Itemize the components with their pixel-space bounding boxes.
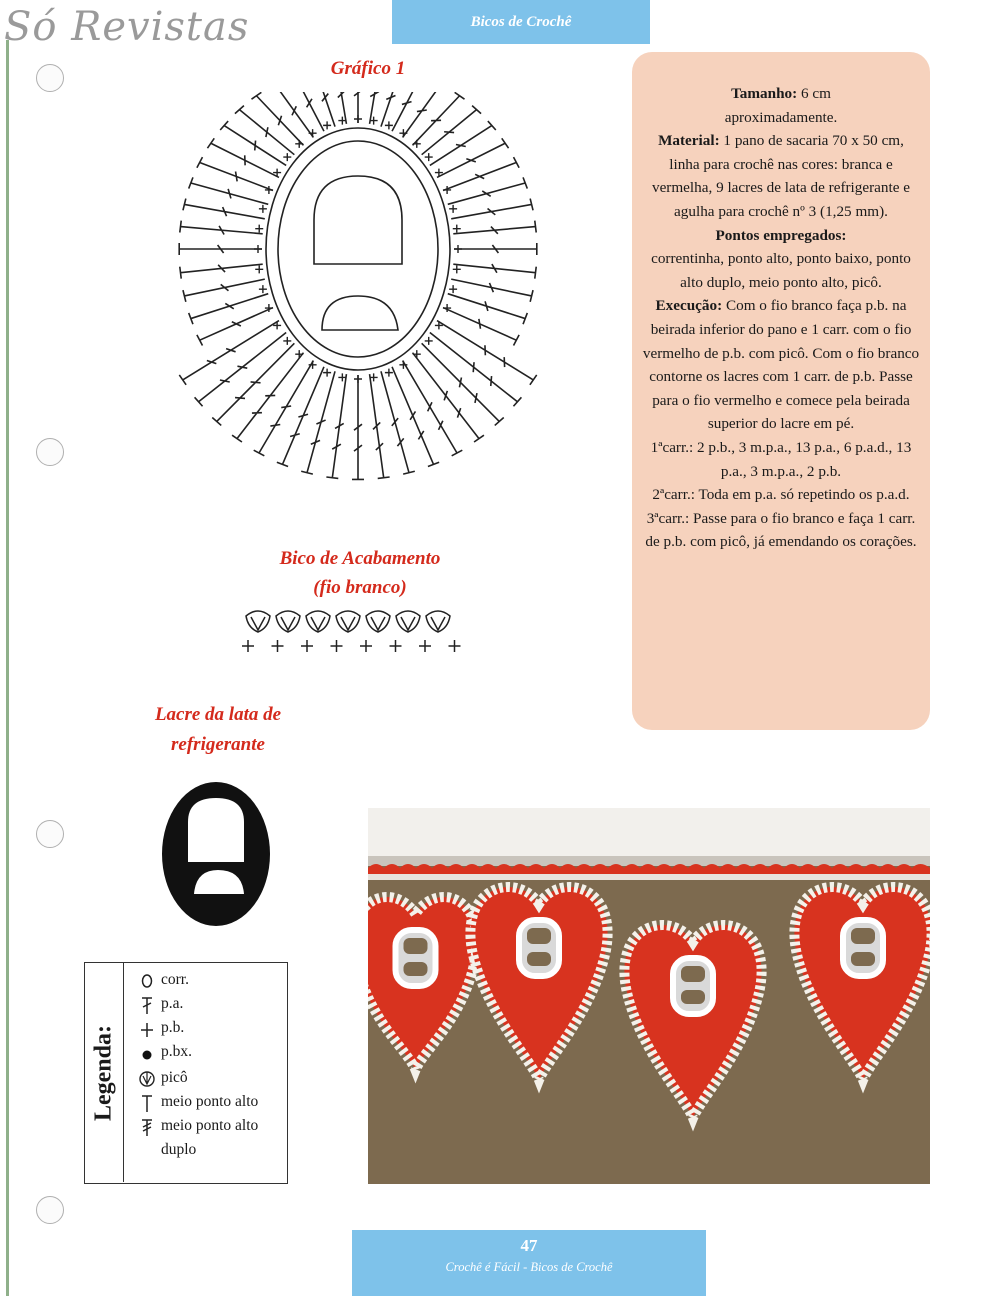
crochet-chart-diagram [168,92,558,492]
stitch-ray [180,264,263,278]
finished-edging-photo [368,808,930,1184]
single-crochet-mark [453,265,461,273]
pull-tab-hole [851,952,875,966]
stitch-ray [207,138,279,177]
legend-item [137,1043,192,1068]
picot-mark [366,611,390,632]
legend-item [137,1069,188,1094]
stitch-ray [220,121,286,165]
legend-label: meio ponto alto [161,1093,259,1110]
single-crochet-mark [242,640,254,652]
binder-hole [36,64,64,92]
stitch-ray [381,371,415,474]
single-crochet-mark [425,337,433,345]
footer-text: Crochê é Fácil - Bicos de Crochê [445,1260,613,1274]
edging-title-line1: Bico de Acabamento [279,548,441,569]
single-crochet-mark [399,129,407,137]
single-crochet-mark [283,153,291,161]
picot-mark [246,611,270,632]
stitch-ray [179,243,262,255]
pull-tab-hole [527,928,551,944]
legend-label: p.a. [161,995,184,1012]
binder-hole [36,1196,64,1224]
legend-box [84,962,288,1184]
single-crochet-mark [385,121,393,129]
single-crochet-mark [323,121,331,129]
binding-line [6,40,9,1296]
single-crochet-mark [449,205,457,213]
stitch-ray [197,157,273,190]
single-crochet-mark [254,245,262,253]
size-line [642,82,920,129]
pulltab-title-line2: refrigerante [171,734,265,755]
single-crochet-mark [283,337,291,345]
photo-illustration [368,808,930,1184]
stitch-ray [453,264,536,279]
instructions-box [632,52,930,730]
single-crochet-mark [449,285,457,293]
legend-label: p.bx. [161,1043,192,1060]
picot-icon [137,1069,157,1094]
single-crochet-mark [272,640,284,652]
single-crochet-mark [255,265,263,273]
half-double-crochet-icon [137,1093,157,1118]
execution-label: Execução: [655,297,723,315]
stitch-ray [453,221,536,234]
binder-hole [36,820,64,848]
legend-label: duplo [161,1141,197,1158]
single-crochet-mark [354,115,362,123]
single-crochet-mark [354,375,362,383]
single-crochet-mark [425,153,433,161]
execution-text: Com o fio branco faça p.b. na beirada inferior do pano e 1 carr. com o fio vermelho de p.b. com picô. Com o fio branco contorne os lacres com 1 carr. de p.b. Passe para o fio vermelho e comece pela beirada superior do lacre em pé. [642,297,920,433]
picot-mark [306,611,330,632]
picot-mark [396,611,420,632]
binder-hole [36,438,64,466]
single-crochet-mark [413,140,421,148]
pulltab-title-line1: Lacre da lata de [154,704,282,725]
section-title: Bicos de Crochê [470,13,572,30]
stitch-ray [443,157,519,190]
legend-title-cell [85,963,124,1182]
single-crochet-mark [449,640,461,652]
slip-stitch-icon [137,1043,157,1068]
pull-tab-hole [404,938,428,954]
material-line [642,129,920,223]
footer-bar [352,1230,706,1296]
pull-tab-hole [527,952,551,966]
stitch-ray [179,321,279,385]
legend-title: Legenda: [90,1025,117,1121]
single-crochet-mark [385,369,393,377]
stitch-ray [448,294,528,325]
stitch-ray [189,177,269,204]
edging-chart-diagram [240,608,466,658]
stitches-line [642,224,920,295]
stitch-ray [183,199,265,219]
single-crochet-mark [453,225,461,233]
pull-tab-hole [851,928,875,944]
legend-item [137,995,183,1020]
size-value: 6 cm [797,85,831,102]
pulltab-title [108,700,328,760]
edging-title [240,544,480,602]
treble-crochet-icon [137,1117,157,1142]
watermark: Só Revistas [4,4,250,50]
legend-item [137,1117,258,1142]
single-crochet-mark [259,285,267,293]
stitch-ray [437,138,509,177]
pull-tab-drawing [150,778,280,930]
stitch-ray [235,106,294,155]
stitch-ray [430,121,496,165]
stitch-ray [413,92,465,145]
pull-tab-hole [681,966,705,982]
single-crochet-mark [309,129,317,137]
single-crochet-mark [360,640,372,652]
single-crochet-mark [390,640,402,652]
stitch-ray [189,294,269,325]
pull-tab-hole [681,990,705,1004]
chart-title: Gráfico 1 [330,58,406,79]
execution-line [642,294,920,436]
single-crochet-mark [454,245,462,253]
stitch-ray [454,243,537,255]
picot-mark [336,611,360,632]
legend-item [137,1093,258,1118]
stitch-ray [448,177,528,204]
legend-item [137,971,189,994]
size-value-2: aproximadamente. [724,108,838,126]
stitch-ray [422,106,481,155]
legend-label: p.b. [161,1019,185,1036]
stitch-ray [180,221,263,235]
pull-tab-hole [404,962,428,976]
edging-title-line2: (fio branco) [313,577,407,598]
single-crochet-mark [259,205,267,213]
row-3: 3ªcarr.: Passe para o fio branco e faça 1 carr. de p.b. com picô, já emendando os corações. [645,509,917,551]
page-number: 47 [520,1236,538,1255]
legend-label: meio ponto alto [161,1117,259,1134]
picot-mark [276,611,300,632]
legend-item [137,1019,184,1044]
stitch-ray [301,371,335,474]
stitches-text: correntinha, ponto alto, ponto baixo, ponto alto duplo, meio ponto alto, picô. [651,250,911,291]
double-crochet-icon [137,995,157,1020]
single-crochet-mark [295,140,303,148]
size-label: Tamanho: [731,85,798,102]
stitch-ray [451,199,533,219]
picot-mark [426,611,450,632]
material-text: 1 pano de sacaria 70 x 50 cm, linha para crochê nas cores: branca e vermelha, 9 lacres de lata de refrigerante e agulha para crochê nº 3 (1,25 mm). [651,132,911,220]
legend-label: corr. [161,971,189,988]
single-crochet-mark [323,369,331,377]
stitch-ray [437,321,537,385]
single-crochet-mark [331,640,343,652]
row-2: 2ªcarr.: Toda em p.a. só repetindo os p.a.d. [652,486,910,504]
section-header [392,0,650,44]
single-crochet-icon [137,1019,157,1044]
single-crochet-mark [419,640,431,652]
material-label: Material: [658,132,720,150]
single-crochet-mark [295,350,303,358]
single-crochet-mark [301,640,313,652]
single-crochet-mark [255,225,263,233]
row-1: 1ªcarr.: 2 p.b., 3 m.p.a., 13 p.a., 6 p.a.d., 13 p.a., 3 m.p.a., 2 p.b. [650,438,912,480]
legend-item-continuation [161,1141,196,1159]
chain-stitch-icon [137,971,157,994]
stitch-ray [251,92,303,145]
stitch-ray [352,375,364,479]
legend-label: picô [161,1069,188,1086]
single-crochet-mark [413,350,421,358]
stitches-label: Pontos empregados: [715,226,847,244]
